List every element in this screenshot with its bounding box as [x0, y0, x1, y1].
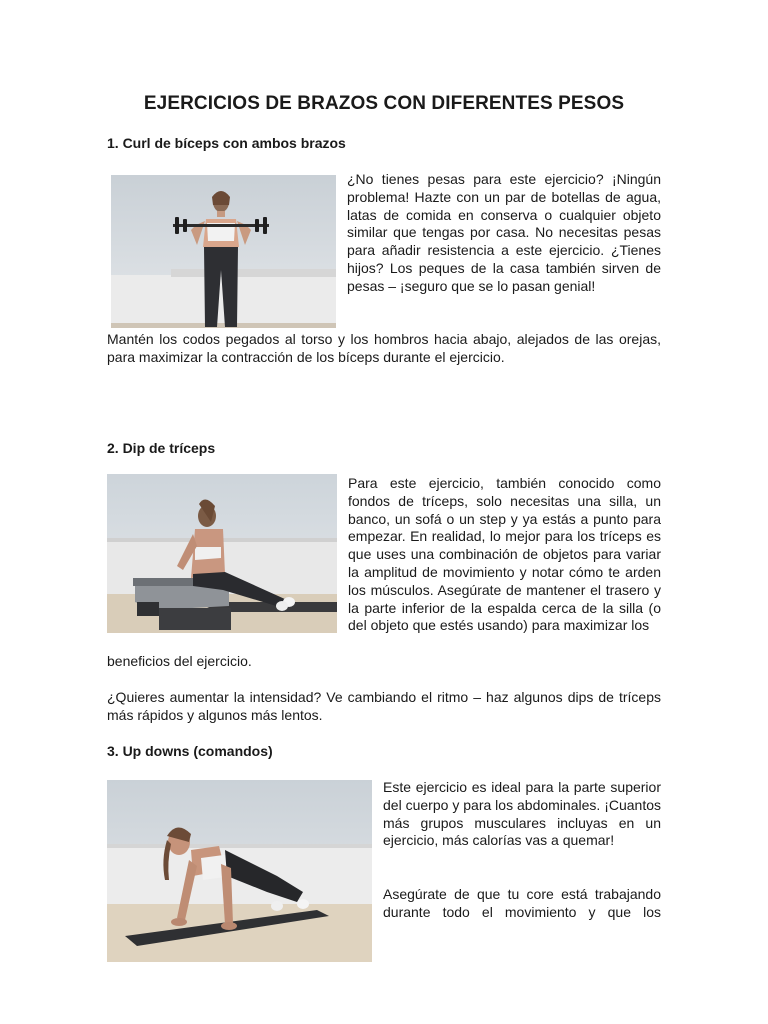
section-heading-up-downs: 3. Up downs (comandos) — [107, 743, 273, 759]
section-heading-tricep-dip: 2. Dip de tríceps — [107, 440, 216, 456]
tricep-dip-paragraph-1: Para este ejercicio, también conocido como fondos de tríceps, solo necesitas una silla, un banco, un sofá o un step y ya estás a punto para empezar. En realidad, lo mejor para los tríceps es que uses una combinación de objetos para variar la amplitud de movimiento y notar cómo te arden los músculos. Asegúrate de mantener el trasero y la parte inferior de la espalda cerca de la silla (o del objeto que estés usando) para maximizar los — [348, 475, 661, 634]
tricep-dip-paragraph-2: ¿Quieres aumentar la intensidad? Ve cambiando el ritmo – haz algunos dips de tríceps más rápidos y algunos más lentos. — [107, 689, 661, 723]
tricep-dip-paragraph-1-continuation: beneficios del ejercicio. — [107, 653, 252, 669]
up-downs-paragraph-2: Asegúrate de que tu core está trabajando durante todo el movimiento y que los — [383, 886, 661, 920]
tricep-dip-photo — [107, 474, 337, 633]
up-downs-paragraph-1: Este ejercicio es ideal para la parte superior del cuerpo y para los abdominales. ¡Cuantos más grupos musculares incluyas en un ejercicio, más calorías vas a quemar! — [383, 779, 661, 849]
up-downs-photo — [107, 780, 372, 962]
bicep-curl-paragraph-2: Mantén los codos pegados al torso y los hombros hacia abajo, alejados de las orejas, para maximizar la contracción de los bíceps durante el ejercicio. — [107, 331, 661, 365]
section-heading-bicep-curl: 1. Curl de bíceps con ambos brazos — [107, 135, 346, 151]
bicep-curl-paragraph-1: ¿No tienes pesas para este ejercicio? ¡Ningún problema! Hazte con un par de botellas de agua, latas de comida en conserva o cualquier objeto similar que tengas por casa. No necesitas pesas para añadir resistencia a este ejercicio. ¿Tienes hijos? Los peques de la casa también sirven de pesas – ¡seguro que se lo pasan genial! — [347, 171, 661, 294]
bicep-curl-photo — [111, 175, 336, 328]
document-title: EJERCICIOS DE BRAZOS CON DIFERENTES PESOS — [143, 93, 625, 114]
